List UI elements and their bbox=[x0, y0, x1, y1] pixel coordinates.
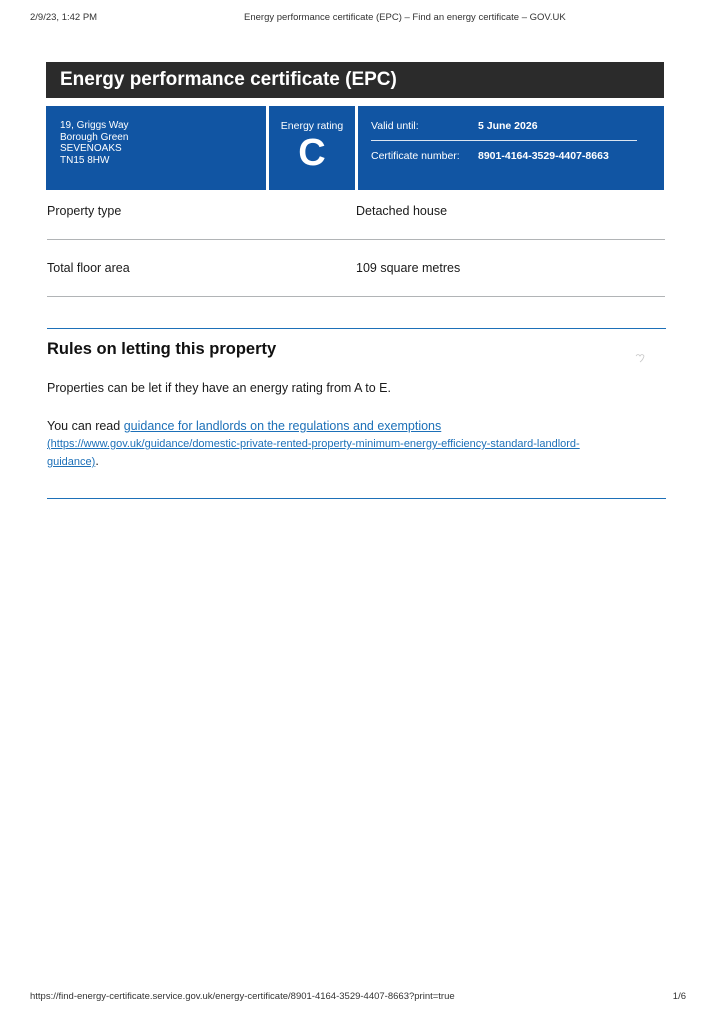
floor-area-value: 109 square metres bbox=[356, 261, 461, 275]
guidance-url-line: guidance) bbox=[47, 456, 96, 468]
certificate-details-separator bbox=[371, 140, 637, 141]
address-line: TN15 8HW bbox=[60, 154, 110, 166]
guidance-url-line: (https://www.gov.uk/guidance/domestic-private-rented-property-minimum-energy-efficiency-standard-landlord- bbox=[47, 438, 580, 450]
guidance-prefix: You can read bbox=[47, 419, 124, 433]
property-type-label: Property type bbox=[47, 204, 122, 218]
property-type-value: Detached house bbox=[356, 204, 448, 218]
energy-rating-label: Energy rating bbox=[280, 120, 344, 132]
address-line: SEVENOAKS bbox=[60, 143, 122, 154]
print-header bbox=[30, 12, 694, 24]
property-address bbox=[46, 106, 266, 190]
print-date: 2/9/23, 1:42 PM bbox=[30, 12, 98, 23]
print-page-number: 1/6 bbox=[672, 991, 686, 1002]
certificate-summary bbox=[46, 106, 664, 190]
section-divider bbox=[47, 498, 666, 499]
guidance-link[interactable]: guidance for landlords on the regulations and exemptions bbox=[123, 419, 442, 433]
print-footer-url: https://find-energy-certificate.service.gov.uk/energy-certificate/8901-4164-3529-4407-8663?print=true bbox=[30, 991, 455, 1002]
row-divider bbox=[47, 239, 665, 240]
address-line: 19, Griggs Way bbox=[60, 120, 129, 131]
rules-paragraph: Properties can be let if they have an energy rating from A to E. bbox=[47, 381, 391, 395]
scan-mark-icon bbox=[634, 352, 646, 364]
address-line: Borough Green bbox=[60, 131, 129, 143]
guidance-paragraph bbox=[47, 418, 647, 471]
energy-rating-value: C bbox=[298, 132, 326, 174]
section-divider bbox=[47, 328, 666, 329]
valid-until-label: Valid until: bbox=[371, 120, 419, 132]
certificate-number-value: 8901-4164-3529-4407-8663 bbox=[478, 150, 609, 162]
energy-rating bbox=[269, 106, 355, 190]
certificate-details bbox=[358, 106, 664, 190]
floor-area-label: Total floor area bbox=[47, 261, 130, 275]
certificate-number-label: Certificate number: bbox=[371, 150, 460, 162]
row-divider bbox=[47, 296, 665, 297]
guidance-url[interactable] bbox=[47, 438, 580, 468]
guidance-suffix: . bbox=[95, 454, 99, 468]
rules-heading: Rules on letting this property bbox=[47, 340, 277, 358]
print-page-title: Energy performance certificate (EPC) – Find an energy certificate – GOV.UK bbox=[244, 12, 566, 23]
valid-until-value: 5 June 2026 bbox=[478, 120, 538, 132]
certificate-heading: Energy performance certificate (EPC) bbox=[46, 62, 664, 98]
